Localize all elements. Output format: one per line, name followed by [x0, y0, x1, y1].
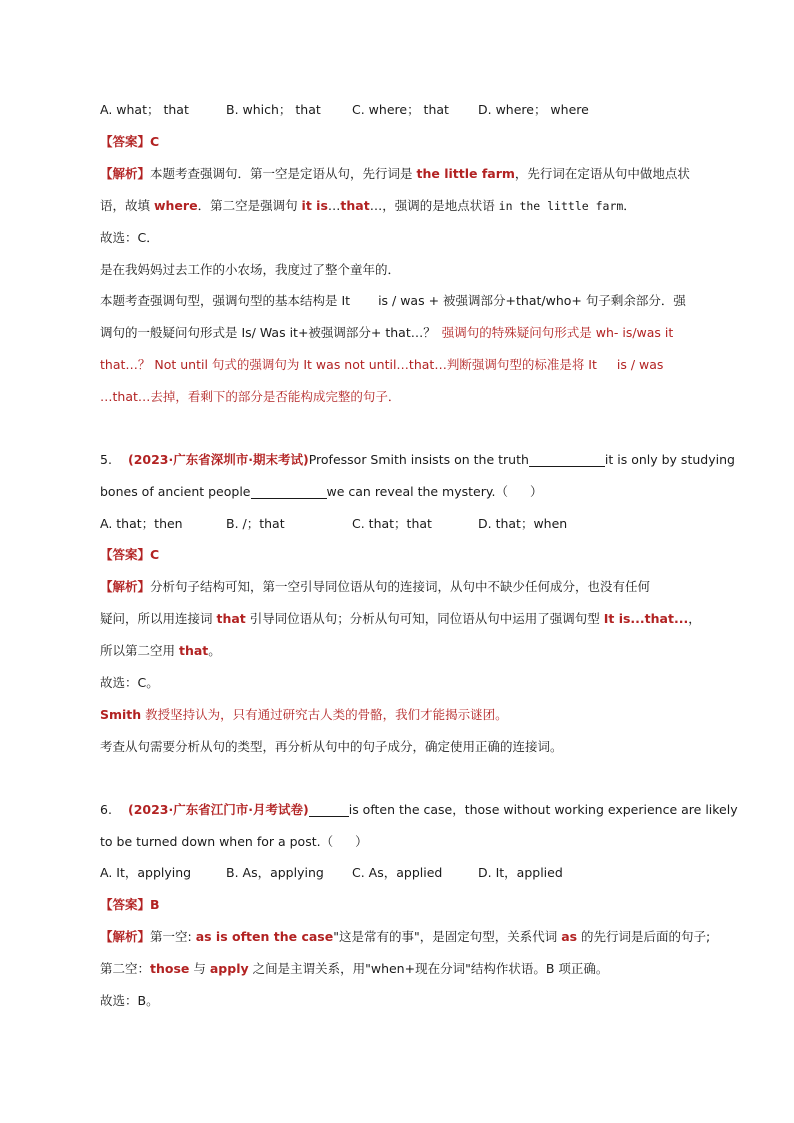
- text: 语，故填: [100, 198, 154, 213]
- q5-stem-line-2: [100, 483, 542, 501]
- text: 第二空：: [100, 961, 151, 976]
- text: 引导同位语从句；分析从句可知，同位语从句中运用了强调句型: [245, 611, 604, 626]
- analysis-label: 【解析】: [100, 579, 151, 594]
- text: ，先行词在定语从句中做地点状: [514, 166, 690, 181]
- text: Professor Smith insists on the truth: [308, 452, 529, 467]
- answer-value: C: [150, 547, 160, 562]
- text: to be turned down when for a post.（: [100, 834, 334, 849]
- text: 第一空:: [150, 929, 196, 944]
- text: 与: [189, 961, 210, 976]
- answer-value: C: [150, 134, 160, 149]
- q5-analysis-line-3: [100, 642, 221, 660]
- q4-note-line-2: [100, 324, 673, 342]
- text: 调句的一般疑问句形式是 Is/ Was it+被强调部分+ that…？: [100, 325, 436, 340]
- highlight: the little farm: [416, 166, 515, 181]
- text: "这是常有的事"，是固定句型，关系代词: [333, 929, 562, 944]
- q4-note-line-1: [100, 292, 686, 310]
- q4-analysis-line-1: [100, 165, 690, 183]
- text: that…？ Not until 句式的强调句为 It was not until…that…判断强调句型的标准是将 It: [100, 357, 597, 372]
- answer-blank: [251, 484, 327, 499]
- q4-choose: 故选：C．: [100, 230, 159, 245]
- text: 。: [208, 643, 221, 658]
- text: …，强调的是地点状语: [369, 198, 499, 213]
- highlight: as: [561, 929, 578, 944]
- q4-analysis-line-2: [100, 197, 636, 215]
- q4-answer: [100, 133, 159, 151]
- text: we can reveal the mystery.（: [326, 484, 508, 499]
- text: ．第二空是强调句: [197, 198, 302, 213]
- q5-choose: 故选：C。: [100, 675, 159, 690]
- question-source: (2023·广东省深圳市·期末考试): [128, 452, 309, 467]
- highlight: 强调句的特殊疑问句形式是 wh- is/was it: [441, 325, 674, 340]
- q4-options: [100, 101, 589, 119]
- answer-label: 【答案】: [100, 134, 151, 149]
- text: ，: [688, 611, 701, 626]
- text: is / was: [616, 357, 664, 372]
- q6-stem-line-2: [100, 833, 368, 851]
- text: ）: [529, 484, 543, 499]
- answer-label: 【答案】: [100, 547, 151, 562]
- highlight: that: [178, 643, 209, 658]
- q6-option-a: A. It，applying: [100, 865, 192, 880]
- question-number: 5.: [100, 452, 112, 467]
- text: …: [327, 198, 341, 213]
- q6-answer: [100, 896, 160, 914]
- q5-answer: [100, 546, 159, 564]
- q5-analysis-line-2: [100, 610, 701, 628]
- q6-options: [100, 864, 563, 882]
- highlight-mono: in the little farm: [498, 199, 624, 213]
- q4-option-a: A. what； that: [100, 102, 189, 117]
- q5-options: [100, 515, 567, 533]
- answer-blank: [529, 452, 605, 467]
- text: ）: [355, 834, 368, 849]
- q5-translation: [100, 706, 508, 724]
- text: 本题考查强调句型，强调句型的基本结构是 It: [100, 293, 351, 308]
- q6-option-b: B. As，applying: [226, 865, 324, 880]
- highlight: apply: [209, 961, 249, 976]
- q4-translation: 是在我妈妈过去工作的小农场，我度过了整个童年的．: [100, 262, 401, 277]
- q6-analysis-line-1: [100, 928, 710, 946]
- answer-label: 【答案】: [100, 897, 151, 912]
- q4-note-line-3: [100, 356, 663, 374]
- question-number: 6.: [100, 802, 112, 817]
- answer-value: B: [150, 897, 160, 912]
- q6-choose: 故选：B。: [100, 993, 159, 1008]
- question-source: (2023·广东省江门市·月考试卷): [128, 802, 309, 817]
- text: 疑问，所以用连接词: [100, 611, 217, 626]
- analysis-label: 【解析】: [100, 929, 151, 944]
- q4-note-line-4: …that…去掉，看剩下的部分是否能构成完整的句子．: [100, 389, 401, 404]
- highlight: Smith: [100, 707, 142, 722]
- q5-option-b: B. /；that: [226, 516, 285, 531]
- text: is / was + 被强调部分+that/who+ 句子剩余部分．强: [378, 293, 686, 308]
- highlight: it is: [301, 198, 328, 213]
- q4-option-d: D. where； where: [478, 102, 589, 117]
- q4-option-b: B. which； that: [226, 102, 321, 117]
- text: bones of ancient people: [100, 484, 251, 499]
- q6-option-d: D. It，applied: [478, 865, 563, 880]
- highlight: that: [216, 611, 246, 626]
- q5-option-c: C. that；that: [352, 516, 432, 531]
- text: 分析句子结构可知，第一空引导同位语从句的连接词，从句中不缺少任何成分，也没有任何: [150, 579, 651, 594]
- highlight: where: [153, 198, 198, 213]
- q5-option-a: A. that；then: [100, 516, 183, 531]
- text: it is only by studying: [604, 452, 735, 467]
- analysis-label: 【解析】: [100, 166, 151, 181]
- q5-note: 考查从句需要分析从句的类型，再分析从句中的句子成分，确定使用正确的连接词。: [100, 739, 563, 754]
- highlight: that: [340, 198, 370, 213]
- highlight: It is...that...: [603, 611, 689, 626]
- q6-analysis-line-2: [100, 960, 608, 978]
- text: 之间是主谓关系，用"when+现在分词"结构作状语。B 项正确。: [248, 961, 609, 976]
- text: ．: [623, 198, 636, 213]
- text: 教授坚持认为，只有通过研究古人类的骨骼，我们才能揭示谜团。: [141, 707, 508, 722]
- q6-option-c: C. As，applied: [352, 865, 443, 880]
- q5-stem-line-1: [100, 451, 735, 469]
- answer-blank: [309, 802, 349, 817]
- q6-stem-line-1: [100, 801, 738, 819]
- highlight: those: [150, 961, 190, 976]
- text: 所以第二空用: [100, 643, 179, 658]
- text: 的先行词是后面的句子;: [577, 929, 711, 944]
- q4-option-c: C. where； that: [352, 102, 449, 117]
- q5-option-d: D. that；when: [478, 516, 568, 531]
- q5-analysis-line-1: [100, 578, 650, 596]
- text: is often the case，those without working experience are likely: [348, 802, 738, 817]
- text: 本题考查强调句．第一空是定语从句，先行词是: [150, 166, 417, 181]
- highlight: as is often the case: [195, 929, 334, 944]
